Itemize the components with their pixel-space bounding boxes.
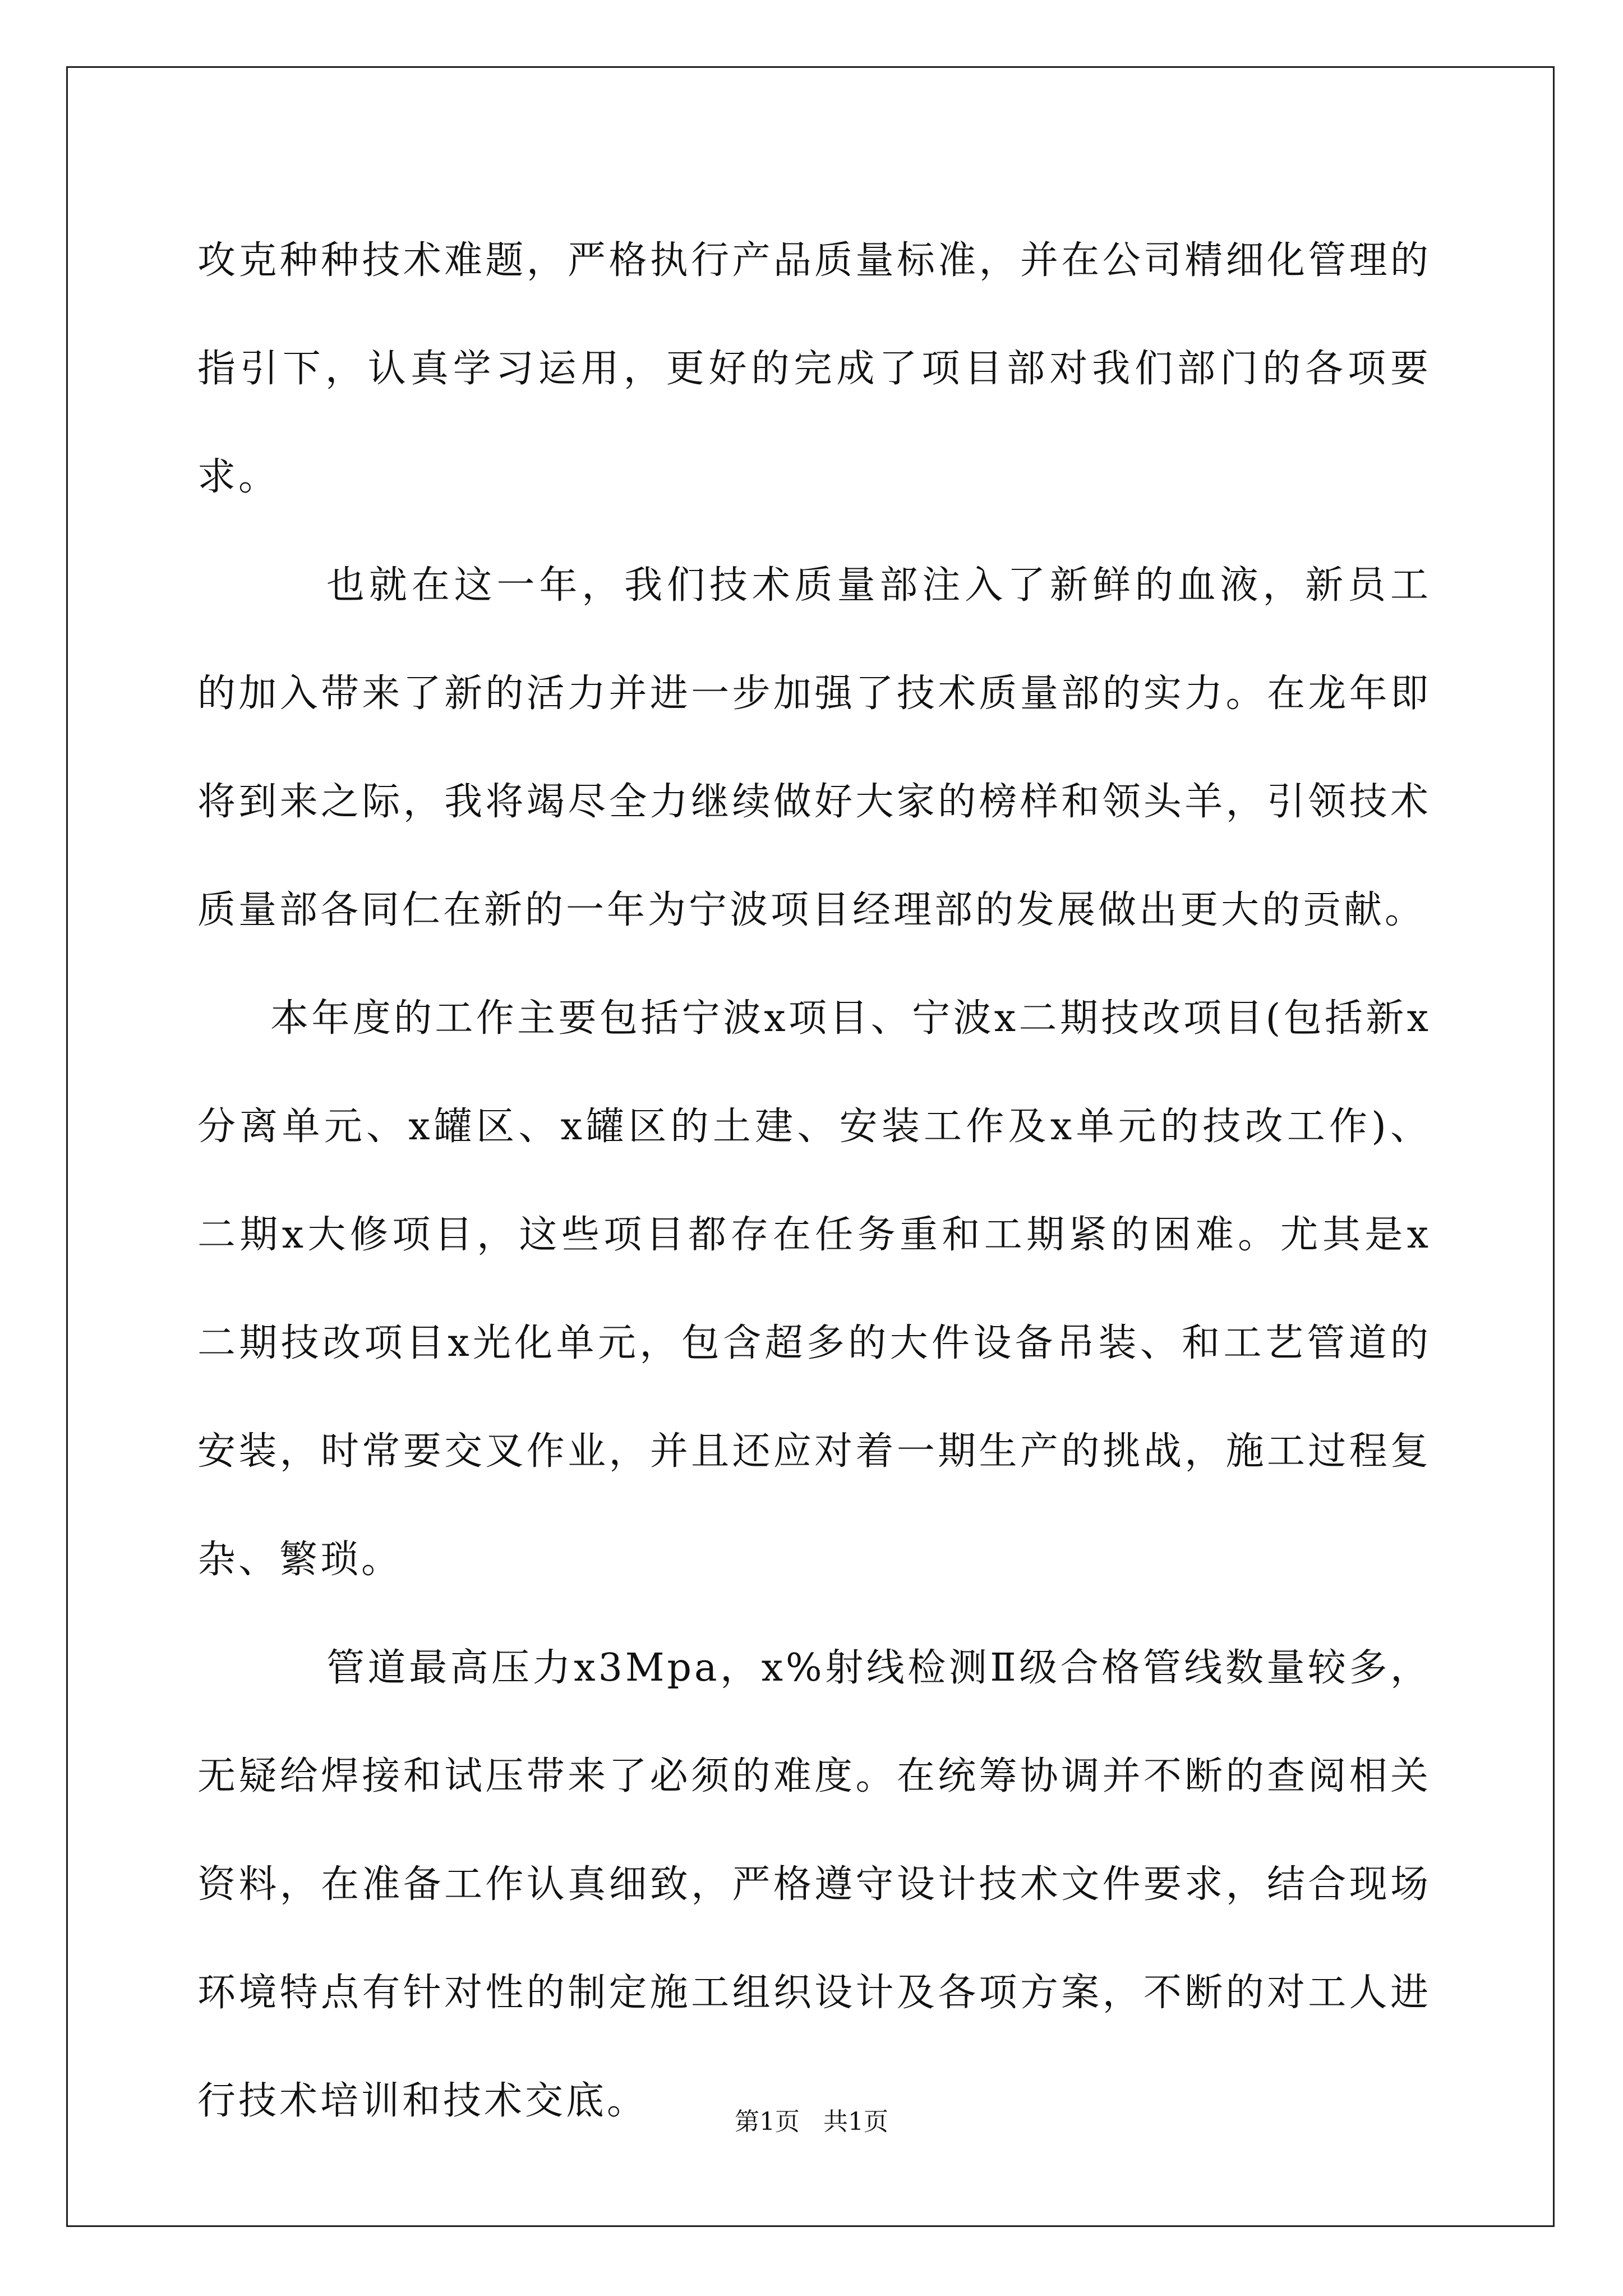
- page-footer: 第1页 共1页: [735, 2108, 888, 2136]
- paragraph-3: 本年度的工作主要包括宁波x项目、宁波x二期技改项目(包括新x分离单元、x罐区、x罐区的土建、安装工作及x单元的技改工作)、二期x大修项目，这些项目都存在任务重和工期紧的困难。尤其是x二期技改项目x光化单元，包含超多的大件设备吊装、和工艺管道的安装，时常要交叉作业，并且还应对着一期生产的挑战，施工过程复杂、繁琐。: [197, 996, 1431, 1582]
- paragraph-1: 攻克种种技术难题，严格执行产品质量标准，并在公司精细化管理的指引下，认真学习运用，更好的完成了项目部对我们部门的各项要求。: [197, 238, 1431, 499]
- document-body: [197, 206, 1431, 2155]
- paragraph-4: 管道最高压力x3Mpa，x%射线检测Ⅱ级合格管线数量较多，无疑给焊接和试压带来了必须的难度。在统筹协调并不断的查阅相关资料，在准备工作认真细致，严格遵守设计技术文件要求，结合现场环境特点有针对性的制定施工组织设计及各项方案，不断的对工人进行技术培训和技术交底。: [197, 1646, 1431, 2123]
- paragraph-2: 也就在这一年，我们技术质量部注入了新鲜的血液，新员工的加入带来了新的活力并进一步加强了技术质量部的实力。在龙年即将到来之际，我将竭尽全力继续做好大家的榜样和领头羊，引领技术质量部各同仁在新的一年为宁波项目经理部的发展做出更大的贡献。: [197, 563, 1431, 932]
